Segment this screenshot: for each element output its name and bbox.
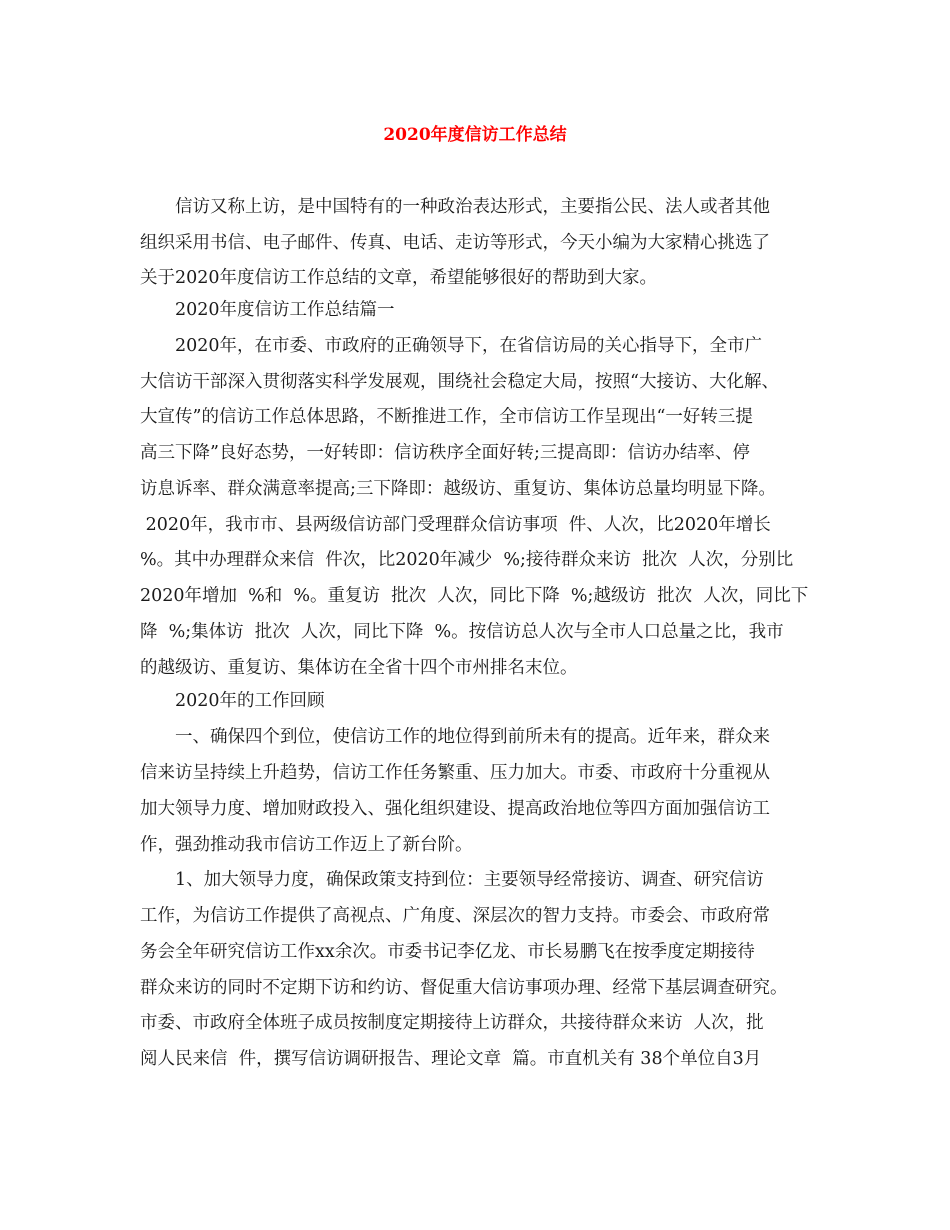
body-line: 信访又称上访，是中国特有的一种政治表达形式，主要指公民、法人或者其他 <box>175 197 770 217</box>
body-line: 组织采用书信、电子邮件、传真、电话、走访等形式，今天小编为大家精心挑选了 <box>140 233 770 253</box>
body-line: 作，强劲推动我市信访工作迈上了新台阶。 <box>140 835 473 855</box>
body-line: 一、确保四个到位，使信访工作的地位得到前所未有的提高。近年来，群众来 <box>175 727 770 747</box>
body-line: 2020年，在市委、市政府的正确领导下，在省信访局的关心指导下，全市广 <box>175 336 763 356</box>
body-line: 的越级访、重复访、集体访在全省十四个市州排名末位。 <box>140 658 578 678</box>
body-line: 群众来访的同时不定期下访和约访、督促重大信访事项办理、经常下基层调查研究。 <box>140 978 788 998</box>
body-line: 2020年，我市市、县两级信访部门受理群众信访事项 件、人次，比2020年增长 <box>140 515 771 535</box>
body-line: 2020年增加 %和 %。重复访 批次 人次，同比下降 %;越级访 批次 人次，同比下 <box>140 586 809 606</box>
body-line: 工作，为信访工作提供了高视点、广角度、深层次的智力支持。市委会、市政府常 <box>140 906 770 926</box>
body-line: 大信访干部深入贯彻落实科学发展观，围绕社会稳定大局，按照“大接访、大化解、 <box>140 372 779 392</box>
body-line: 信来访呈持续上升趋势，信访工作任务繁重、压力加大。市委、市政府十分重视从 <box>140 763 770 783</box>
body-line: 加大领导力度、增加财政投入、强化组织建设、提高政治地位等四方面加强信访工 <box>140 799 770 819</box>
body-line: 务会全年研究信访工作xx余次。市委书记李亿龙、市长易鹏飞在按季度定期接待 <box>140 942 755 962</box>
body-line: 降 %;集体访 批次 人次，同比下降 %。按信访总人次与全市人口总量之比，我市 <box>140 622 784 642</box>
body-line: 阅人民来信 件，撰写信访调研报告、理论文章 篇。市直机关有 38个单位自3月 <box>140 1049 762 1069</box>
body-line: 访息诉率、群众满意率提高;三下降即：越级访、重复访、集体访总量均明显下降。 <box>140 479 776 499</box>
body-line: 高三下降”良好态势，一好转即：信访秩序全面好转;三提高即：信访办结率、停 <box>140 443 750 463</box>
body-line: 关于2020年度信访工作总结的文章，希望能够很好的帮助到大家。 <box>140 268 658 288</box>
body-line: 市委、市政府全体班子成员按制度定期接待上访群众，共接待群众来访 人次，批 <box>140 1013 764 1033</box>
body-line: %。其中办理群众来信 件次，比2020年减少 %;接待群众来访 批次 人次，分别比 <box>140 550 794 570</box>
section-heading: 2020年的工作回顾 <box>175 691 325 711</box>
document-title: 2020年度信访工作总结 <box>383 125 567 145</box>
section-heading: 2020年度信访工作总结篇一 <box>175 300 395 320</box>
body-line: 1、加大领导力度，确保政策支持到位：主要领导经常接访、调查、研究信访 <box>175 870 764 890</box>
body-line: 大宣传”的信访工作总体思路，不断推进工作，全市信访工作呈现出“一好转三提 <box>140 407 753 427</box>
